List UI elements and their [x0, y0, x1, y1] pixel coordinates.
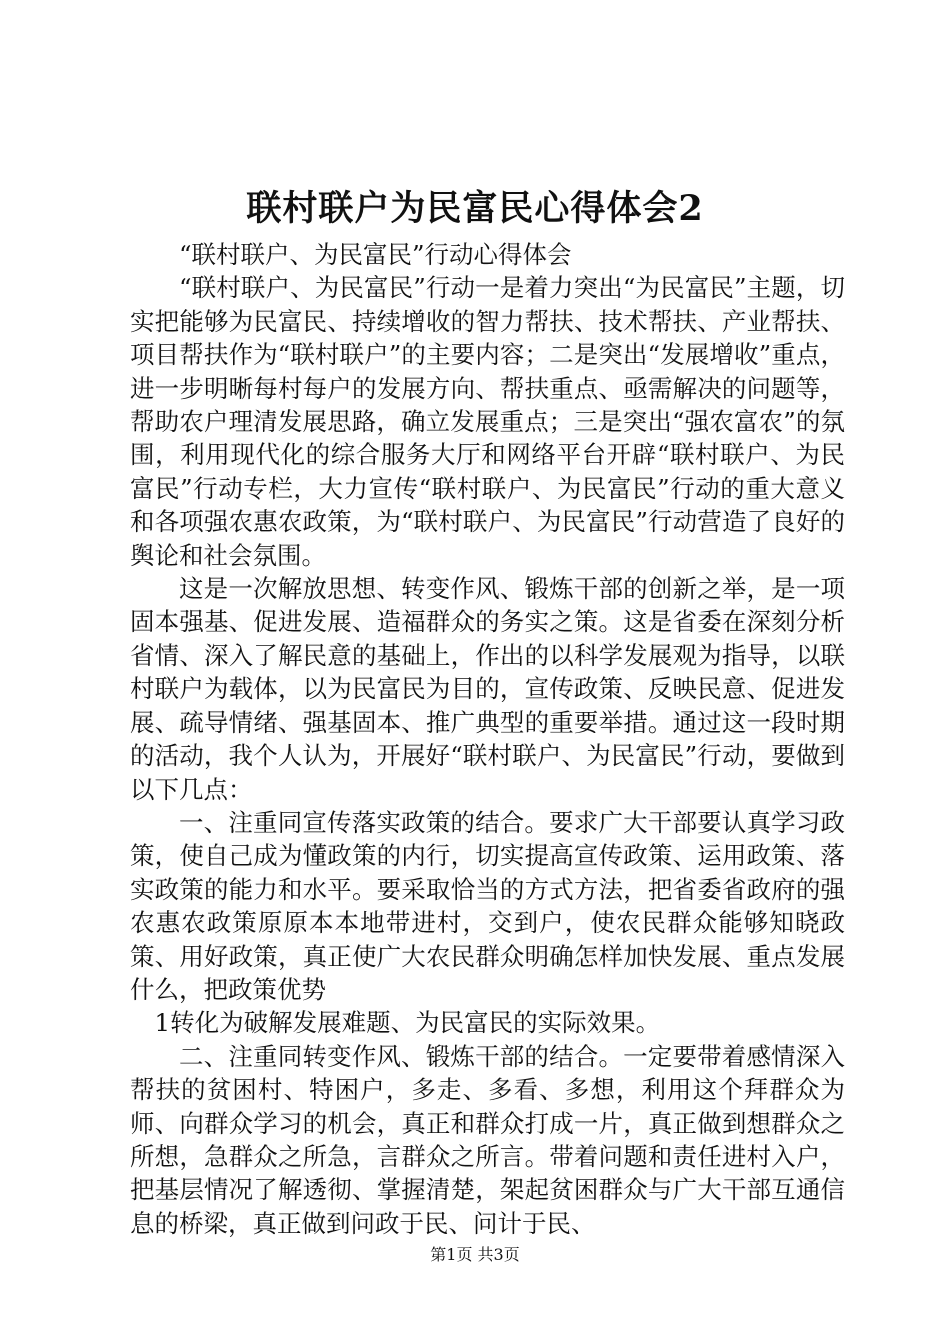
paragraph: 这是一次解放思想、转变作风、锻炼干部的创新之举，是一项固本强基、促进发展、造福群众的务实之策。这是省委在深刻分析省情、深入了解民意的基础上，作出的以科学发展观为指导，以联村联户为载体，以为民富民为目的，宣传政策、反映民意、促进发展、疏导情绪、强基固本、推广典型的重要举措。通过这一段时期的活动，我个人认为，开展好“联村联户、为民富民”行动，要做到以下几点： — [130, 574, 845, 804]
paragraph: 二、注重同转变作风、锻炼干部的结合。一定要带着感情深入帮扶的贫困村、特困户，多走、多看、多想，利用这个拜群众为师、向群众学习的机会，真正和群众打成一片，真正做到想群众之所想，急群众之所急，言群众之所言。带着问题和责任进村入户，把基层情况了解透彻、掌握清楚，架起贫困群众与广大干部互通信息的桥梁，真正做到问政于民、问计于民、 — [130, 1041, 845, 1238]
paragraph: “联村联户、为民富民”行动一是着力突出“为民富民”主题，切实把能够为民富民、持续增收的智力帮扶、技术帮扶、产业帮扶、项目帮扶作为“联村联户”的主要内容；二是突出“发展增收”重点，进一步明晰每村每户的发展方向、帮扶重点、亟需解决的问题等，帮助农户理清发展思路，确立发展重点；三是突出“强农富农”的氛围，利用现代化的综合服务大厅和网络平台开辟“联村联户、为民富民”行动专栏，大力宣传“联村联户、为民富民”行动的重大意义和各项强农惠农政策，为“联村联户、为民富民”行动营造了良好的舆论和社会氛围。 — [130, 273, 845, 570]
document-title: 联村联户为民富民心得体会2 — [246, 188, 704, 229]
page-footer: 第1页 共3页 — [430, 1245, 520, 1264]
paragraph: 1转化为破解发展难题、为民富民的实际效果。 — [154, 1008, 661, 1038]
document-body — [130, 238, 845, 1240]
paragraph-subtitle: “联村联户、为民富民”行动心得体会 — [179, 240, 572, 269]
paragraph: 一、注重同宣传落实政策的结合。要求广大干部要认真学习政策，使自己成为懂政策的内行，切实提高宣传政策、运用政策、落实政策的能力和水平。要采取恰当的方式方法，把省委省政府的强农惠农政策原原本本地带进村，交到户，使农民群众能够知晓政策、用好政策，真正使广大农民群众明确怎样加快发展、重点发展什么，把政策优势 — [130, 807, 845, 1004]
